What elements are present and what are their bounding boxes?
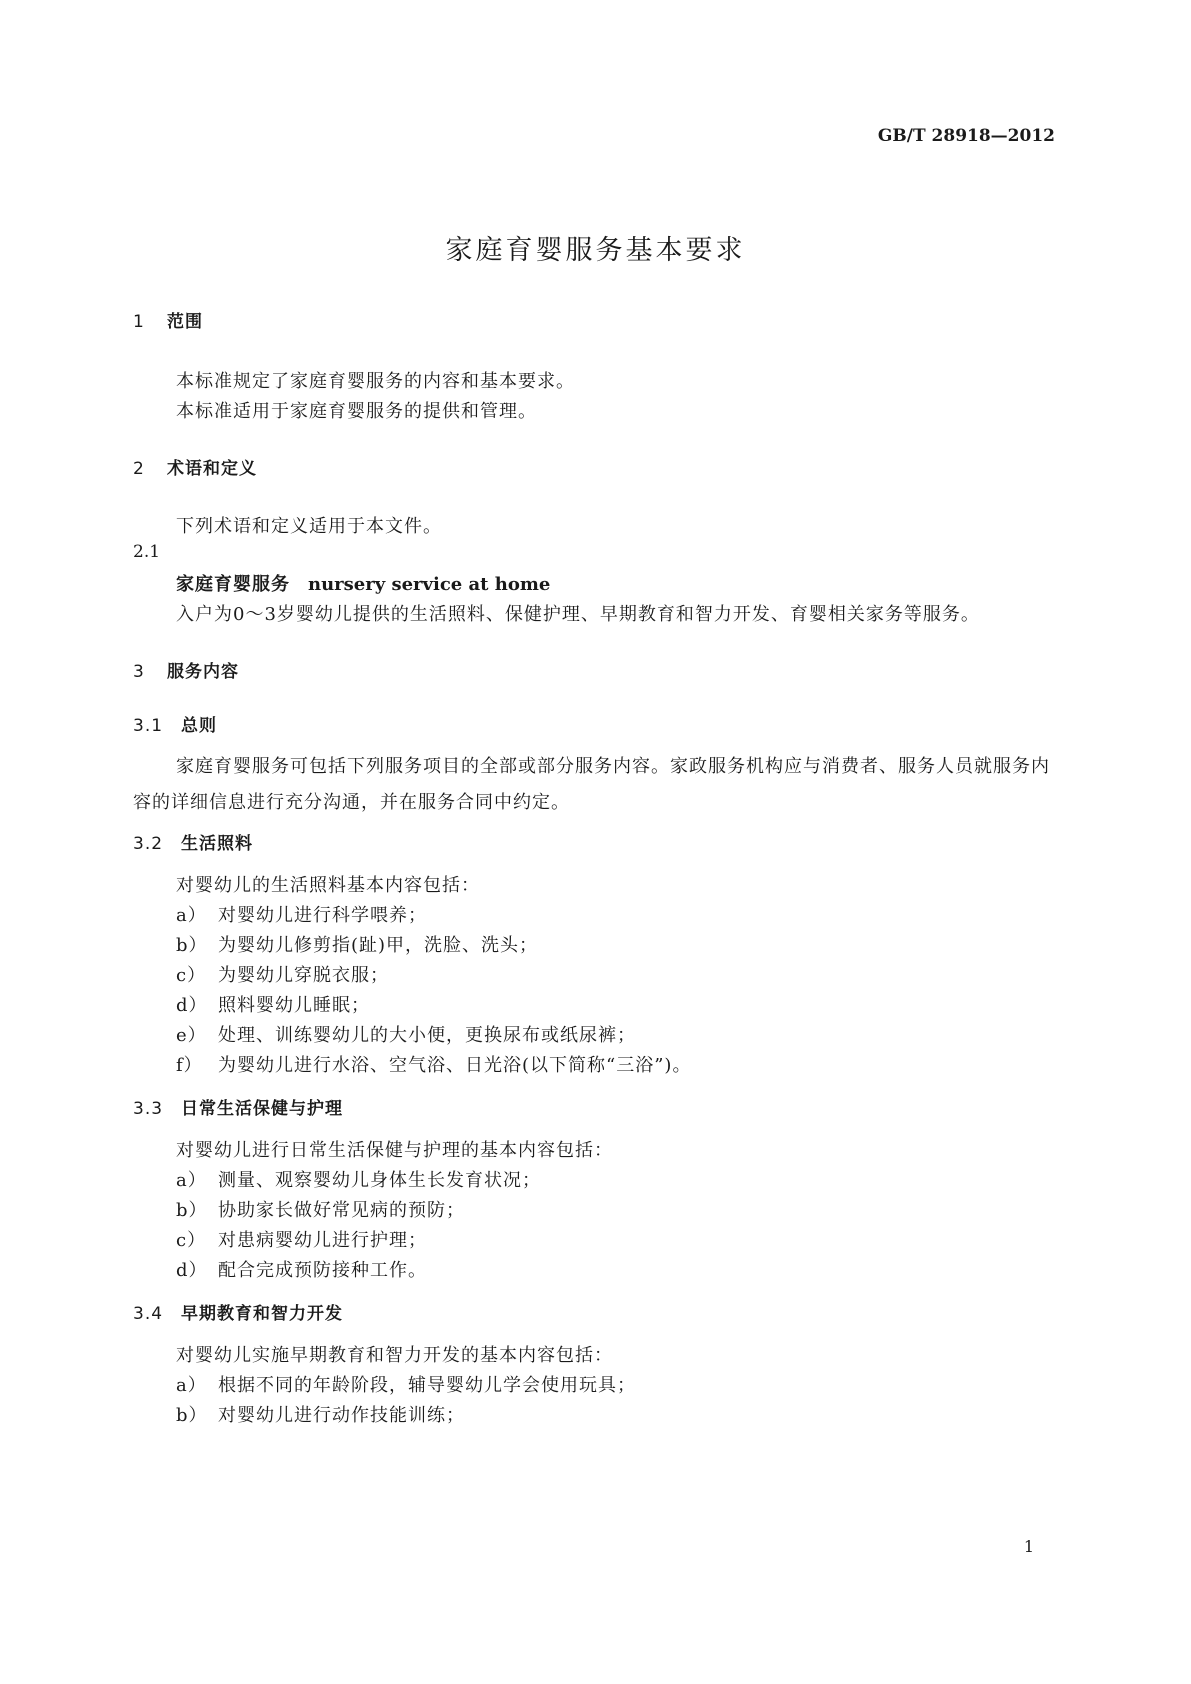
list-marker: d） xyxy=(176,995,208,1016)
section-3-heading xyxy=(133,657,239,682)
list-item xyxy=(176,931,538,957)
list-item xyxy=(176,961,389,987)
paragraph: 对婴幼儿进行日常生活保健与护理的基本内容包括： xyxy=(176,1140,613,1161)
term-chinese: 家庭育婴服务 xyxy=(176,574,290,595)
section-title: 生活照料 xyxy=(181,834,253,854)
list-marker: b） xyxy=(176,935,208,956)
list-item xyxy=(176,1051,691,1077)
section-title: 服务内容 xyxy=(167,662,239,682)
section-number: 3.3 xyxy=(133,1099,164,1119)
list-item xyxy=(176,901,427,927)
standard-code: GB/T 28918—2012 xyxy=(877,126,1055,146)
list-item-text: 对婴幼儿进行科学喂养； xyxy=(218,905,427,926)
document-title: 家庭育婴服务基本要求 xyxy=(445,235,746,266)
list-item xyxy=(176,1166,541,1192)
list-item-text: 对婴幼儿进行动作技能训练； xyxy=(218,1405,465,1426)
term-definition: 入户为0～3岁婴幼儿提供的生活照料、保健护理、早期教育和智力开发、育婴相关家务等服务。 xyxy=(176,604,980,625)
list-item-text: 对患病婴幼儿进行护理； xyxy=(218,1230,427,1251)
section-number: 3.4 xyxy=(133,1304,164,1324)
list-item xyxy=(176,1256,427,1282)
section-number: 3.2 xyxy=(133,834,164,854)
section-2-heading xyxy=(133,454,257,479)
list-item-text: 照料婴幼儿睡眠； xyxy=(218,995,370,1016)
list-item-text: 为婴幼儿修剪指(趾)甲，洗脸、洗头； xyxy=(218,935,539,956)
subsection-3-4-heading xyxy=(133,1299,343,1324)
section-title: 日常生活保健与护理 xyxy=(181,1099,343,1119)
list-item xyxy=(176,1371,636,1397)
list-marker: c） xyxy=(176,1230,207,1251)
section-number: 3.1 xyxy=(133,716,164,736)
list-item xyxy=(176,1401,465,1427)
section-number: 3 xyxy=(133,662,145,682)
section-number: 2 xyxy=(133,459,145,479)
list-item-text: 根据不同的年龄阶段，辅导婴幼儿学会使用玩具； xyxy=(218,1375,636,1396)
list-item-text: 测量、观察婴幼儿身体生长发育状况； xyxy=(218,1170,541,1191)
list-marker: a） xyxy=(176,1375,207,1396)
section-title: 早期教育和智力开发 xyxy=(181,1304,343,1324)
list-marker: c） xyxy=(176,965,207,986)
section-number: 1 xyxy=(133,312,145,332)
list-marker: b） xyxy=(176,1405,208,1426)
list-marker: d） xyxy=(176,1260,208,1281)
list-item-text: 为婴幼儿进行水浴、空气浴、日光浴(以下简称“三浴”)。 xyxy=(218,1055,692,1076)
list-item-text: 处理、训练婴幼儿的大小便，更换尿布或纸尿裤； xyxy=(218,1025,636,1046)
section-1-heading xyxy=(133,307,203,332)
paragraph: 本标准规定了家庭育婴服务的内容和基本要求。 xyxy=(176,371,575,392)
section-title: 术语和定义 xyxy=(167,459,257,479)
list-item xyxy=(176,1226,427,1252)
list-item-text: 协助家长做好常见病的预防； xyxy=(218,1200,465,1221)
paragraph: 对婴幼儿的生活照料基本内容包括： xyxy=(176,875,480,896)
list-marker: e） xyxy=(176,1025,207,1046)
list-marker: a） xyxy=(176,905,207,926)
paragraph: 对婴幼儿实施早期教育和智力开发的基本内容包括： xyxy=(176,1345,613,1366)
list-item xyxy=(176,991,370,1017)
list-marker: f） xyxy=(176,1055,203,1076)
subsection-3-2-heading xyxy=(133,829,253,854)
list-item-text: 配合完成预防接种工作。 xyxy=(218,1260,427,1281)
term-entry xyxy=(176,570,550,596)
list-item xyxy=(176,1196,465,1222)
list-marker: a） xyxy=(176,1170,207,1191)
paragraph: 本标准适用于家庭育婴服务的提供和管理。 xyxy=(176,401,537,422)
section-title: 总则 xyxy=(181,716,217,736)
subsection-3-1-heading xyxy=(133,711,217,736)
list-item xyxy=(176,1021,636,1047)
paragraph: 家庭育婴服务可包括下列服务项目的全部或部分服务内容。家政服务机构应与消费者、服务人员就服务内容的详细信息进行充分沟通，并在服务合同中约定。 xyxy=(133,756,1050,813)
term-number: 2.1 xyxy=(133,542,161,562)
list-item-text: 为婴幼儿穿脱衣服； xyxy=(218,965,389,986)
section-title: 范围 xyxy=(167,312,203,332)
paragraph: 下列术语和定义适用于本文件。 xyxy=(176,516,442,537)
list-marker: b） xyxy=(176,1200,208,1221)
term-english: nursery service at home xyxy=(308,574,551,595)
page-number: 1 xyxy=(1023,1537,1034,1556)
subsection-3-3-heading xyxy=(133,1094,343,1119)
